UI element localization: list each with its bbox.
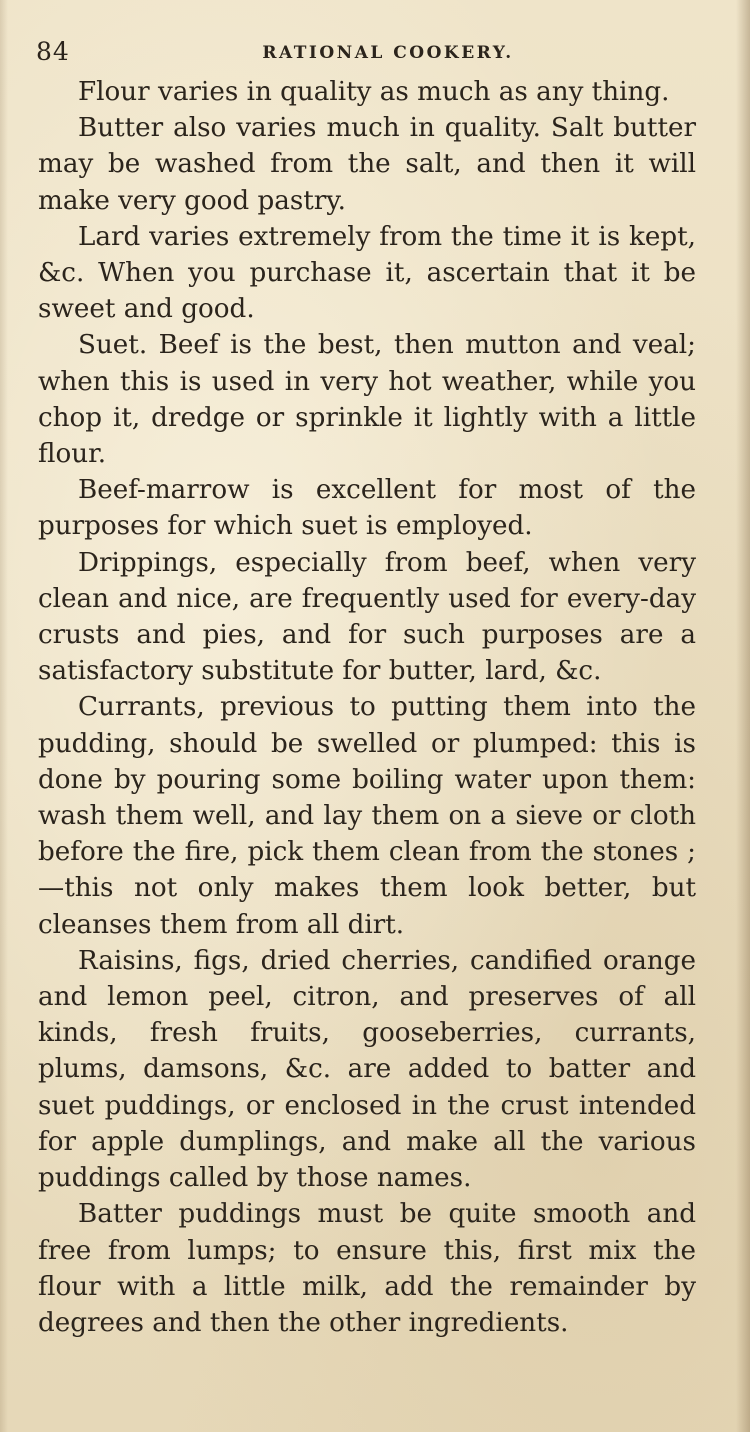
page-number: 84: [36, 37, 70, 66]
paragraph-beef-marrow: Beef-marrow is excellent for most of the purposes for which suet is employed.: [38, 475, 696, 542]
body-text: [38, 74, 696, 1341]
page-edge-shadow-left: [0, 0, 8, 1432]
paragraph-drippings: Drippings, especially from beef, when very clean and nice, are frequently used for every-day crusts and pies, and for such purposes are a satisfactory substitute for butter, lard, &c.: [38, 547, 696, 687]
paragraph-flour: Flour varies in quality as much as any thing.: [78, 77, 670, 107]
page-edge-shadow-right: [736, 0, 750, 1432]
paragraph-butter: Butter also varies much in quality. Salt butter may be washed from the salt, and then it will make very good pastry.: [38, 113, 696, 216]
running-head: RATIONAL COOKERY.: [262, 43, 514, 63]
page-header: [36, 36, 696, 72]
paragraph-raisins: Raisins, figs, dried cherries, candified orange and lemon peel, citron, and preserves of all kinds, fresh fruits, gooseberries, currants, plums, damsons, &c. are added to batter and suet puddings, or enclosed in the crust intended for apple dumplings, and make all the various puddings called by those names.: [38, 945, 696, 1194]
paragraph-currants: Currants, previous to putting them into the pudding, should be swelled or plumped: this is done by pouring some boiling water upon them: wash them well, and lay them on a sieve or cloth before the fire, pick them clean from the stones ;—this not only makes them look better, but cleanses them from all dirt.: [38, 692, 696, 940]
paragraph-lard: Lard varies extremely from the time it is kept, &c. When you purchase it, ascertain that it be sweet and good.: [38, 221, 696, 325]
paragraph-suet: Suet. Beef is the best, then mutton and veal; when this is used in very hot weather, while you chop it, dredge or sprinkle it lightly with a little flour.: [38, 330, 696, 470]
paragraph-batter-puddings: Batter puddings must be quite smooth and free from lumps; to ensure this, first mix the flour with a little milk, add the remainder by degrees and then the other ingredients.: [38, 1199, 696, 1338]
